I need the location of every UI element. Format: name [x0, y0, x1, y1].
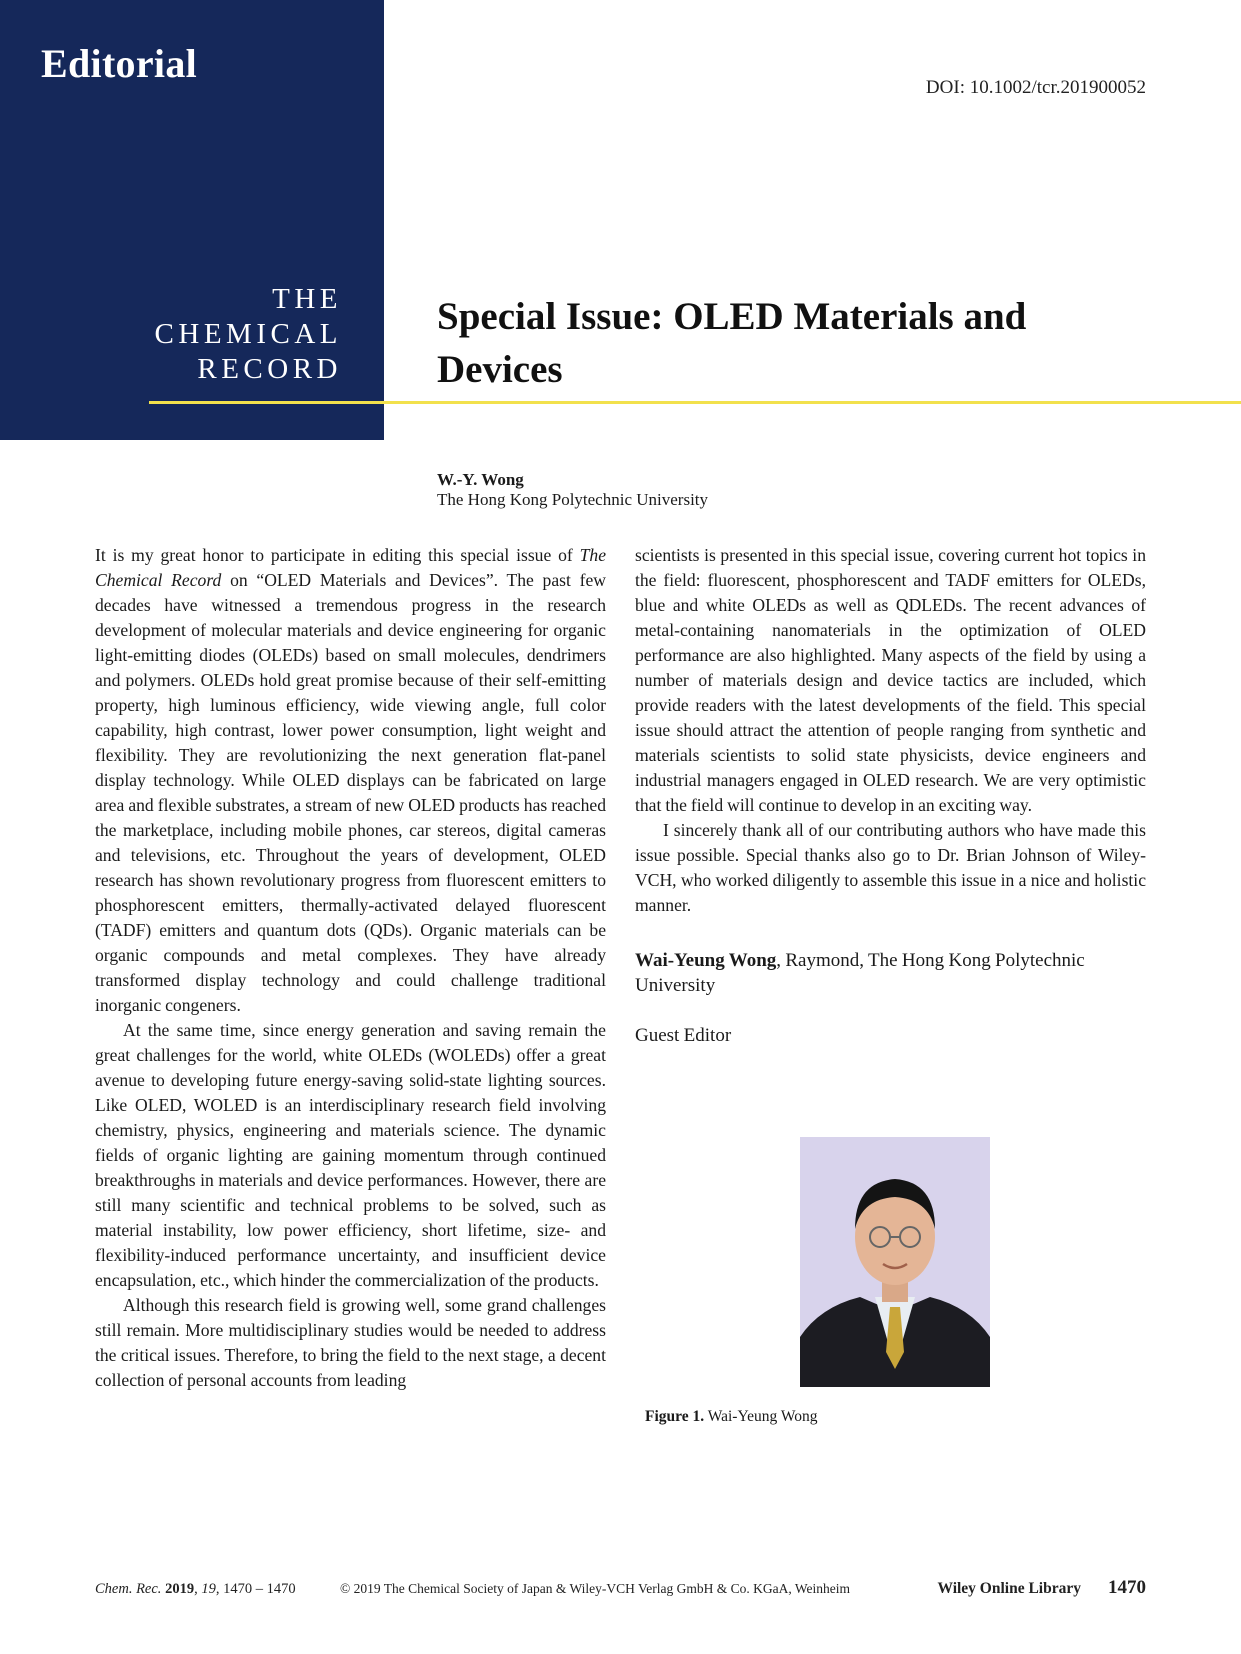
journal-name	[155, 282, 342, 387]
text-column-left	[95, 543, 606, 1393]
guest-editor-role: Guest Editor	[635, 1025, 732, 1046]
citation-year: 2019	[165, 1581, 195, 1597]
author-affiliation: The Hong Kong Polytechnic University	[437, 490, 709, 509]
journal-title-italic: The Chemical Record	[95, 545, 606, 590]
paragraph-1-text-b: on “OLED Materials and Devices”. The past few decades have witnessed a tremendous progress in the research development of molecular materials and device engineering for organic light-emitting diodes (OLEDs) based on small molecules, dendrimers and polymers. OLEDs hold great promise because of their self-emitting property, high luminous efficiency, wide viewing angle, full color capability, high contrast, lower power consumption, light weight and flexibility. They are revolutionizing the next generation flat-panel display technology. While OLED displays can be fabricated on large area and flexible substrates, a stream of new OLED products has reached the marketplace, including mobile phones, car stereos, digital cameras and televisions, etc. Throughout the years of development, OLED research has shown revolutionary progress from fluorescent emitters to phosphorescent emitters, thermally-activated delayed fluorescent (TADF) emitters and quantum dots (QDs). Organic materials can be organic compounds and metal complexes. They have already transformed display technology and could challenge traditional inorganic congeners.	[95, 570, 606, 1015]
text-column-right	[635, 543, 1146, 1048]
paragraph-1-text-a: It is my great honor to participate in editing this special issue of	[95, 545, 580, 565]
copyright: © 2019 The Chemical Society of Japan & Wiley-VCH Verlag GmbH & Co. KGaA, Weinheim	[340, 1581, 851, 1596]
paragraph-3	[95, 1293, 606, 1393]
paragraph-4: I sincerely thank all of our contributing authors who have made this issue possible. Special thanks also go to Dr. Brian Johnson of Wiley-VCH, who worked diligently to assemble this issue in a nice and holistic manner.	[635, 820, 1146, 915]
figure-caption-text: Wai-Yeung Wong	[707, 1408, 818, 1425]
journal-name-line: RECORD	[197, 353, 342, 385]
paragraph-3-part-a: Although this research field is growing well, some grand challenges still remain. More multidisciplinary studies would be needed to address the critical issues. Therefore, to bring the field to the next stage, a decent collection of personal accounts from leading	[95, 1295, 606, 1390]
journal-name-line: THE	[272, 283, 342, 315]
journal-abbrev: Chem. Rec.	[95, 1581, 162, 1597]
title-rule	[149, 401, 1241, 404]
doi: DOI: 10.1002/tcr.201900052	[925, 77, 1146, 98]
citation-pages: , 1470 – 1470	[215, 1581, 296, 1597]
signature-affiliation: , Raymond, The Hong Kong Polytechnic University	[635, 950, 1085, 996]
author-photo	[800, 1137, 990, 1387]
page-number: 1470	[1108, 1577, 1146, 1598]
citation-volume: 19	[201, 1581, 216, 1597]
signature	[635, 948, 1146, 998]
article-title: Special Issue: OLED Materials and Devices	[437, 295, 1027, 391]
portrait-illustration	[800, 1137, 990, 1387]
author-name: W.-Y. Wong	[437, 470, 524, 489]
paragraph-3-continued	[635, 543, 1146, 818]
figure-caption	[645, 1408, 817, 1426]
citation: Chem. Rec. 2019, 19, 1470 – 1470	[95, 1581, 296, 1597]
journal-banner	[0, 0, 384, 440]
paragraph-3-part-b: scientists is presented in this special issue, covering current hot topics in the field: fluorescent, phosphorescent and TADF emitters for OLEDs, blue and white OLEDs as well as QDLEDs. The recent advances of metal-containing nanomaterials in the optimization of OLED performance are also highlighted. Many aspects of the field by using a number of materials design and device tactics are included, which provide readers with the latest developments of the field. This special issue should attract the attention of people ranging from synthetic and materials scientists to solid state physicists, device engineers and industrial managers engaged in OLED research. We are very optimistic that the field will continue to develop in an exciting way.	[635, 545, 1146, 815]
wiley-online-library: Wiley Online Library	[937, 1580, 1081, 1597]
paragraph-2: At the same time, since energy generation and saving remain the great challenges for the world, white OLEDs (WOLEDs) offer a great avenue to developing future energy-saving solid-state lighting sources. Like OLED, WOLED is an interdisciplinary research field involving chemistry, physics, engineering and materials science. The dynamic fields of organic lighting are gaining momentum through continued breakthroughs in materials and device performances. However, there are still many scientific and technical problems to be solved, such as material instability, low power efficiency, short lifetime, size- and flexibility-induced performance uncertainty, and insufficient device encapsulation, etc., which hinder the commercialization of the products.	[95, 1020, 606, 1290]
paragraph-1	[95, 543, 606, 1018]
figure-label: Figure 1.	[645, 1408, 705, 1425]
author-block	[437, 470, 708, 510]
signature-name: Wai-Yeung Wong	[635, 950, 777, 971]
section-label: Editorial	[41, 41, 198, 86]
journal-name-line: CHEMICAL	[154, 318, 342, 350]
